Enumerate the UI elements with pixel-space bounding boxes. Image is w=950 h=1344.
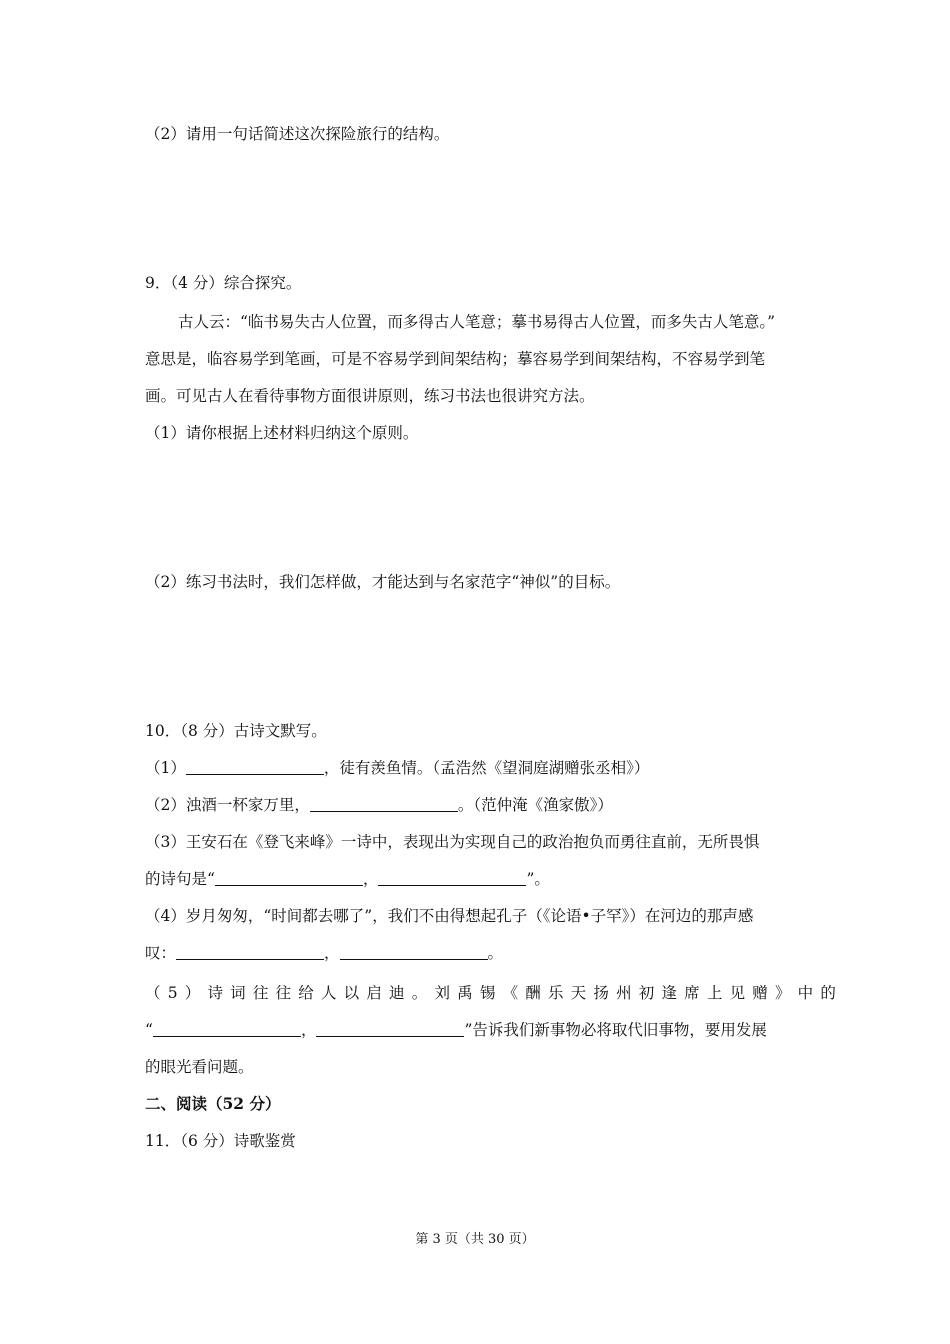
section-2-title: 二、阅读（52 分） — [145, 1094, 281, 1113]
q10-item-4-separator: ， — [324, 944, 340, 962]
q10-item-5-prefix: “ — [145, 1021, 153, 1039]
q10-item-5-line-1: （5）诗词往往给人以启迪。刘禹锡《酬乐天扬州初逢席上见赠》中的 — [145, 984, 844, 1002]
q9-paragraph-line-1: 古人云：“临书易失古人位置，而多得古人笔意；摹书易得古人位置，而多失古人笔意。” — [178, 313, 776, 331]
q11-title: 11．（6 分）诗歌鉴赏 — [145, 1132, 296, 1150]
q9-sub1: （1）请你根据上述材料归纳这个原则。 — [145, 424, 419, 442]
q9-paragraph-line-3: 画。可见古人在看待事物方面很讲原则，练习书法也很讲究方法。 — [145, 387, 595, 405]
q10-item-1 — [145, 758, 649, 778]
q10-item-2-prefix: （2）浊酒一杯家万里， — [145, 796, 310, 814]
answer-blank[interactable] — [153, 1020, 301, 1037]
q10-item-1-prefix: （1） — [145, 759, 186, 777]
q10-item-3-line-1: （3）王安石在《登飞来峰》一诗中，表现出为实现自己的政治抱负而勇往直前，无所畏惧 — [145, 833, 760, 851]
q10-item-3-prefix: 的诗句是“ — [145, 870, 215, 888]
q10-item-4-line-1: （4）岁月匆匆，“时间都去哪了”，我们不由得想起孔子（《论语•子罕》）在河边的那声感 — [145, 907, 754, 925]
q10-item-3-suffix: ”。 — [526, 870, 550, 888]
q10-item-3-line-2 — [145, 869, 550, 889]
q10-item-5-line-3: 的眼光看问题。 — [145, 1058, 254, 1076]
answer-blank[interactable] — [316, 1020, 464, 1037]
q10-item-5-suffix: ”告诉我们新事物必将取代旧事物，要用发展 — [464, 1021, 767, 1039]
answer-blank[interactable] — [186, 758, 324, 775]
q8-sub2: （2）请用一句话简述这次探险旅行的结构。 — [145, 125, 450, 143]
q10-item-5-line-2 — [145, 1020, 767, 1040]
q9-title: 9．（4 分）综合探究。 — [145, 274, 302, 292]
answer-blank[interactable] — [176, 943, 324, 960]
q10-item-2 — [145, 795, 613, 815]
q10-item-5-separator: ， — [300, 1021, 317, 1039]
q10-item-4-line-2 — [145, 943, 503, 963]
q10-item-3-separator: ， — [362, 870, 379, 888]
q10-item-1-suffix: ，徒有羡鱼情。（孟浩然《望洞庭湖赠张丞相》） — [323, 759, 650, 777]
answer-blank[interactable] — [215, 869, 363, 886]
q10-item-4-prefix: 叹： — [145, 944, 177, 962]
answer-blank[interactable] — [340, 943, 488, 960]
q9-sub2: （2）练习书法时，我们怎样做，才能达到与名家范字“神似”的目标。 — [145, 573, 621, 591]
answer-blank[interactable] — [310, 795, 458, 812]
q10-title: 10．（8 分）古诗文默写。 — [145, 722, 327, 740]
answer-blank[interactable] — [378, 869, 526, 886]
q9-paragraph-line-2: 意思是，临容易学到笔画，可是不容易学到间架结构；摹容易学到间架结构，不容易学到笔 — [145, 350, 766, 368]
q10-item-4-suffix: 。 — [487, 944, 504, 962]
page-footer: 第 3 页（共 30 页） — [415, 1232, 535, 1247]
q10-item-2-suffix: 。（范仲淹《渔家傲》） — [457, 796, 613, 814]
